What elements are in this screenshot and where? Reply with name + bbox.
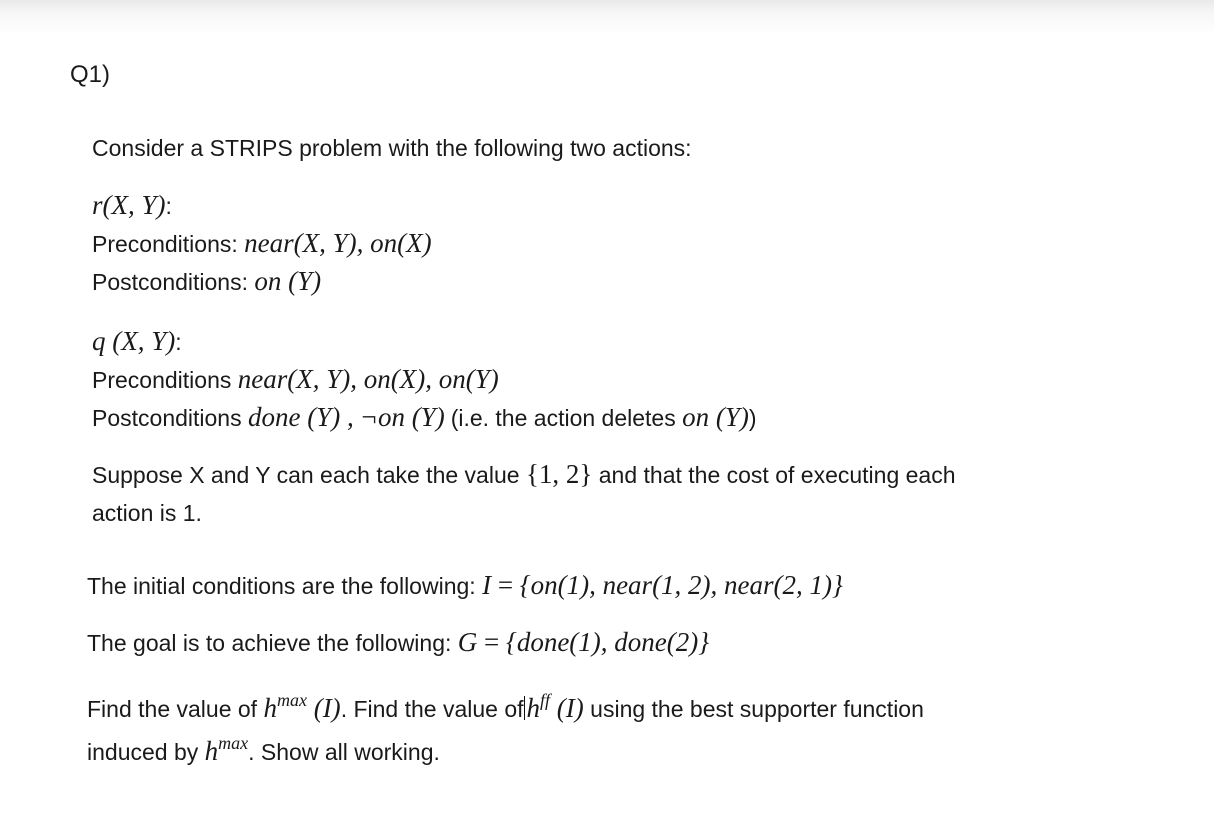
preconditions-expression: near(X, Y), on(X), on(Y) bbox=[237, 364, 499, 394]
domain-text: Suppose X and Y can each take the value bbox=[92, 462, 526, 488]
hmax-superscript-2: max bbox=[218, 733, 249, 753]
find-line-1 bbox=[87, 685, 924, 724]
find-text-5: . Show all working. bbox=[248, 739, 440, 765]
find-line-2 bbox=[87, 728, 440, 767]
question-number: Q1) bbox=[70, 61, 111, 88]
goal-set: {done(1), done(2)} bbox=[506, 627, 710, 657]
action-q-name: q (X, Y) bbox=[92, 326, 176, 356]
domain-line-2: action is 1. bbox=[92, 500, 202, 526]
postconditions-negation: ¬on (Y) bbox=[359, 402, 445, 432]
goal-label: The goal is to achieve the following: bbox=[87, 630, 458, 656]
action-r-colon: : bbox=[165, 193, 172, 219]
action-r-postconditions bbox=[92, 266, 321, 297]
domain-text-cont: and that the cost of executing each bbox=[592, 462, 956, 488]
postconditions-label: Postconditions bbox=[92, 405, 248, 431]
intro-text: Consider a STRIPS problem with the following two actions: bbox=[92, 135, 692, 161]
postconditions-note-end: ) bbox=[748, 405, 757, 431]
goal-symbol: G bbox=[457, 627, 478, 657]
action-r-header bbox=[92, 190, 172, 221]
action-r-name: r(X, Y) bbox=[92, 190, 166, 220]
initial-conditions bbox=[87, 570, 843, 601]
hff-symbol: h bbox=[526, 693, 541, 723]
hff-superscript: ff bbox=[540, 690, 551, 710]
postconditions-expression: done (Y) , bbox=[247, 402, 354, 432]
preconditions-expression: near(X, Y), on(X) bbox=[244, 228, 432, 258]
action-q-colon: : bbox=[175, 329, 182, 355]
initial-equals: = bbox=[491, 570, 520, 600]
find-text-2: . Find the value of bbox=[340, 696, 524, 722]
postconditions-note: (i.e. the action deletes bbox=[450, 405, 683, 431]
action-q-header bbox=[92, 326, 182, 357]
initial-symbol: I bbox=[482, 570, 492, 600]
postconditions-label: Postconditions: bbox=[92, 269, 255, 295]
action-q-preconditions bbox=[92, 364, 499, 395]
find-text-4: induced by bbox=[87, 739, 205, 765]
hmax-argument: (I) bbox=[306, 693, 341, 723]
postconditions-expression: on (Y) bbox=[254, 266, 322, 296]
action-q-postconditions bbox=[92, 402, 757, 433]
initial-set: {on(1), near(1, 2), near(2, 1)} bbox=[519, 570, 843, 600]
initial-label: The initial conditions are the following: bbox=[87, 573, 483, 599]
action-r-preconditions bbox=[92, 228, 432, 259]
text-cursor bbox=[524, 696, 525, 720]
hmax-superscript: max bbox=[276, 690, 307, 710]
preconditions-label: Preconditions: bbox=[92, 231, 245, 257]
goal-equals: = bbox=[477, 627, 507, 657]
find-text: Find the value of bbox=[87, 696, 264, 722]
goal bbox=[87, 627, 709, 658]
domain-line-1 bbox=[92, 459, 956, 490]
hmax-symbol-2: h bbox=[204, 736, 219, 766]
domain-set: {1, 2} bbox=[525, 459, 593, 489]
postconditions-note-expression: on (Y) bbox=[682, 402, 749, 432]
find-text-3: using the best supporter function bbox=[583, 696, 924, 722]
preconditions-label: Preconditions bbox=[92, 367, 238, 393]
hmax-symbol: h bbox=[263, 693, 277, 723]
hff-argument: (I) bbox=[550, 693, 584, 723]
